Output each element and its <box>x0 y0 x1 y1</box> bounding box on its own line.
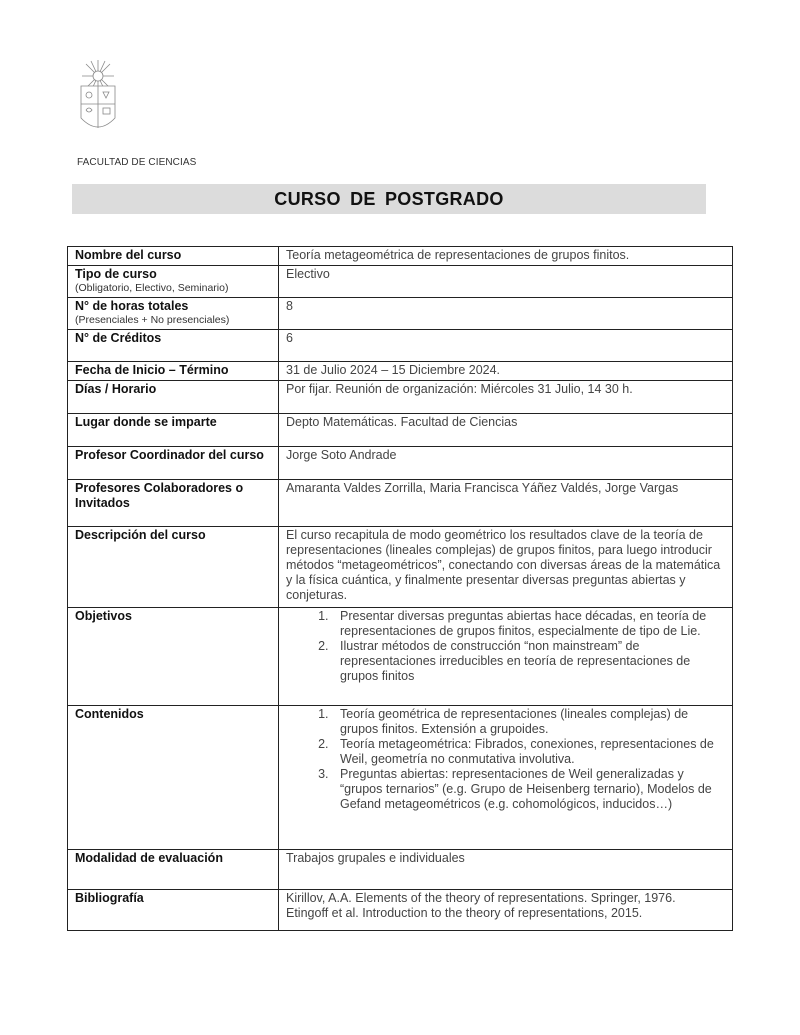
row-evaluacion <box>68 850 733 890</box>
value-nombre: Teoría metageométrica de representaciones de grupos finitos. <box>279 247 733 266</box>
row-bibliografia <box>68 890 733 931</box>
row-coordinador <box>68 447 733 480</box>
value-lugar: Depto Matemáticas. Facultad de Ciencias <box>279 414 733 447</box>
value-descripcion: El curso recapitula de modo geométrico los resultados clave de la teoría de representaciones (lineales complejas) de grupos finitos, para luego introducir métodos “metageométricos”, conectando con diversas áreas de la matemática y la física cuántica, y finalmente presentar diversas preguntas abiertas y conjeturas. <box>279 527 733 608</box>
value-colaboradores: Amaranta Valdes Zorrilla, Maria Francisca Yáñez Valdés, Jorge Vargas <box>279 480 733 527</box>
value-evaluacion: Trabajos grupales e individuales <box>279 850 733 890</box>
contenido-item-2: 2. Teoría metageométrica: Fibrados, conexiones, representaciones de Weil, geometría no conmutativa involutiva. <box>332 737 725 767</box>
title-bar <box>72 184 706 214</box>
value-bibliografia <box>279 890 733 931</box>
label-tipo-text: Tipo de curso <box>75 267 157 281</box>
label-horas <box>68 298 279 330</box>
objetivo-item-1: 1. Presentar diversas preguntas abiertas hace décadas, en teoría de representaciones de grupos finitos, especialmente de tipo de Lie. <box>332 609 725 639</box>
row-dias <box>68 381 733 414</box>
row-fecha <box>68 362 733 381</box>
label-nombre: Nombre del curso <box>68 247 279 266</box>
label-horas-text: N° de horas totales <box>75 299 189 313</box>
label-colaboradores: Profesores Colaboradores o Invitados <box>68 480 279 527</box>
row-lugar <box>68 414 733 447</box>
row-nombre <box>68 247 733 266</box>
label-objetivos: Objetivos <box>68 608 279 706</box>
value-contenidos <box>279 706 733 850</box>
label-tipo <box>68 266 279 298</box>
contenido-item-3: 3. Preguntas abiertas: representaciones de Weil generalizadas y “grupos ternarios” (e.g. Grupo de Heisenberg ternario), Modelos de Gefand metageométricos (e.g. cohomológicos, inducidos…) <box>332 767 725 812</box>
objetivos-list <box>286 609 725 684</box>
biblio-entry-1: Kirillov, A.A. Elements of the theory of representations. Springer, 1976. <box>286 891 676 905</box>
label-bibliografia: Bibliografía <box>68 890 279 931</box>
row-horas <box>68 298 733 330</box>
value-fecha: 31 de Julio 2024 – 15 Diciembre 2024. <box>279 362 733 381</box>
label-dias: Días / Horario <box>68 381 279 414</box>
row-tipo <box>68 266 733 298</box>
label-contenidos: Contenidos <box>68 706 279 850</box>
contenido-item-1: 1. Teoría geométrica de representaciones (lineales complejas) de grupos finitos. Extensión a grupoides. <box>332 707 725 737</box>
value-objetivos <box>279 608 733 706</box>
value-creditos: 6 <box>279 330 733 362</box>
label-evaluacion: Modalidad de evaluación <box>68 850 279 890</box>
label-fecha: Fecha de Inicio – Término <box>68 362 279 381</box>
label-descripcion: Descripción del curso <box>68 527 279 608</box>
label-horas-sub: (Presenciales + No presenciales) <box>75 314 230 326</box>
value-coordinador: Jorge Soto Andrade <box>279 447 733 480</box>
row-creditos <box>68 330 733 362</box>
value-dias: Por fijar. Reunión de organización: Miércoles 31 Julio, 14 30 h. <box>279 381 733 414</box>
label-creditos: N° de Créditos <box>68 330 279 362</box>
biblio-entry-2: Etingoff et al. Introduction to the theory of representations, 2015. <box>286 906 643 920</box>
row-descripcion <box>68 527 733 608</box>
row-objetivos <box>68 608 733 706</box>
label-tipo-sub: (Obligatorio, Electivo, Seminario) <box>75 282 229 294</box>
faculty-name: FACULTAD DE CIENCIAS <box>77 157 197 168</box>
label-lugar: Lugar donde se imparte <box>68 414 279 447</box>
row-colaboradores <box>68 480 733 527</box>
value-tipo: Electivo <box>279 266 733 298</box>
objetivo-item-2: 2. Ilustrar métodos de construcción “non mainstream” de representaciones irreducibles en teoría de representaciones de grupos finitos <box>332 639 725 684</box>
course-info-table <box>67 246 733 931</box>
row-contenidos <box>68 706 733 850</box>
page-title: CURSO DE POSTGRADO <box>274 189 504 209</box>
university-crest-icon <box>78 58 118 136</box>
label-coordinador: Profesor Coordinador del curso <box>68 447 279 480</box>
value-horas: 8 <box>279 298 733 330</box>
contenidos-list <box>286 707 725 812</box>
